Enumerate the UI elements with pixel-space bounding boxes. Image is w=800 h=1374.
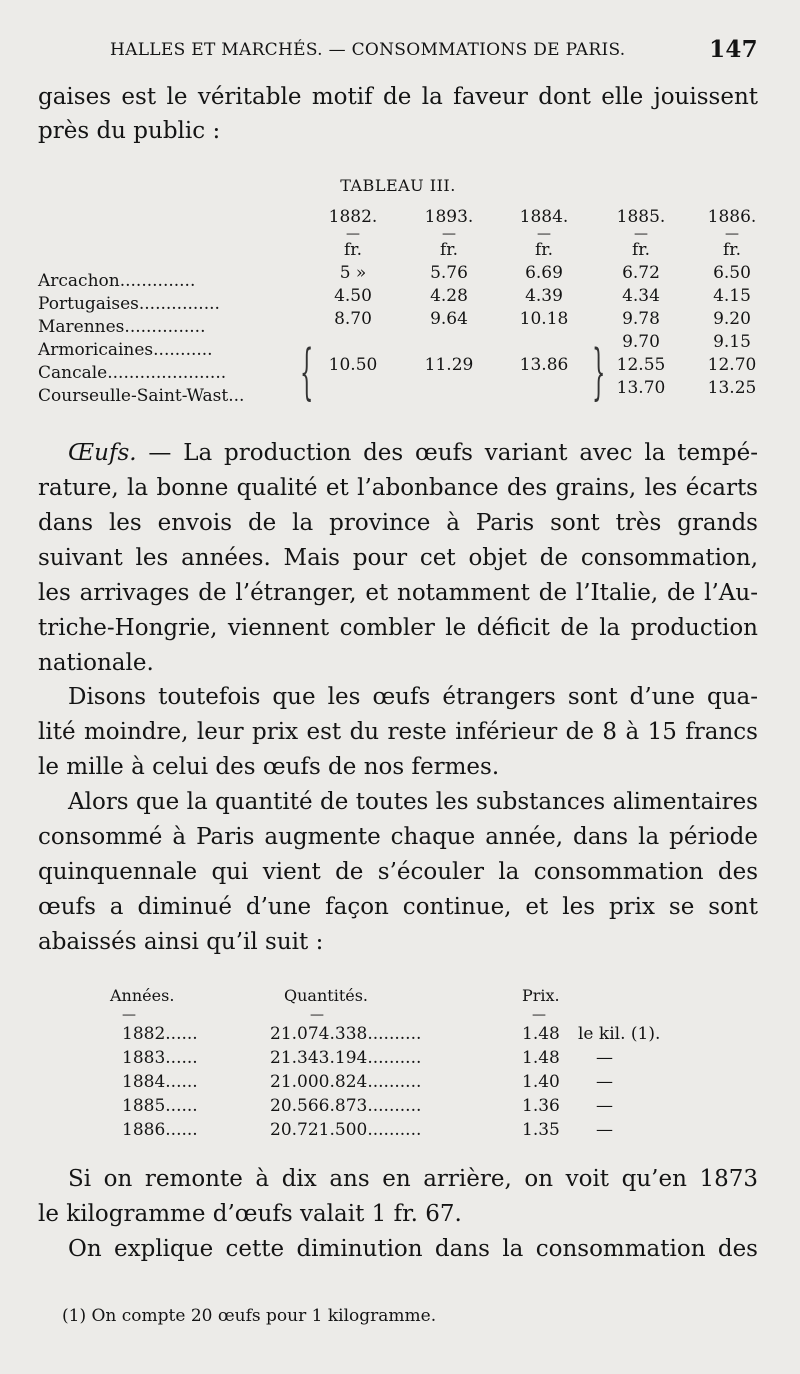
year-header: 1884. [519, 207, 569, 227]
rule-dash: — [725, 226, 739, 242]
value-cell: 4.34 [622, 286, 660, 306]
price-cell: 1.36 [522, 1096, 560, 1116]
value-cell: 8.70 [334, 309, 372, 329]
price-note: le kil. (1). [578, 1024, 661, 1044]
oeufs-first-line-text: — La production des œufs variant avec la tempé- [148, 440, 758, 466]
year-header: 1893. [424, 207, 474, 227]
quantity-cell: 21.343.194.......... [270, 1048, 422, 1068]
col-1893 [414, 206, 484, 377]
text-line: le mille à celui des œufs de nos fermes. [38, 754, 500, 780]
price-cell: 1.48 [522, 1048, 560, 1068]
row-name: Marennes............... [38, 317, 206, 337]
rule-dash: — [532, 1007, 546, 1023]
price-note: — [596, 1072, 613, 1092]
value-cell: 5 » [339, 263, 367, 283]
value-cell: 9.64 [430, 309, 468, 329]
year-cell: 1885...... [122, 1096, 198, 1116]
years-column [122, 1022, 198, 1142]
running-header [110, 36, 758, 63]
quantity-cell: 20.721.500.......... [270, 1120, 422, 1140]
header-prix: Prix. [522, 986, 560, 1005]
text-line: les arrivages de l’étranger, et notamment de l’Italie, de l’Au- [38, 580, 758, 606]
price-note: — [596, 1120, 613, 1140]
tableau-title: TABLEAU III. [340, 176, 456, 195]
rule-dash: — [346, 226, 360, 242]
text-line: Si on remonte à dix ans en arrière, on voit qu’en 1873 [68, 1166, 758, 1192]
value-cell: 12.70 [707, 355, 757, 375]
value-cell: 6.50 [713, 263, 751, 283]
unit-label: fr. [632, 240, 650, 260]
text-line: triche-Hongrie, viennent combler le déficit de la production [38, 615, 758, 641]
value-cell: 11.29 [424, 355, 474, 375]
text-line: consommé à Paris augmente chaque année, dans la période [38, 824, 758, 850]
col-1884 [508, 206, 580, 377]
year-cell: 1883...... [122, 1048, 198, 1068]
prices-column [522, 1022, 560, 1142]
value-cell: 5.76 [430, 263, 468, 283]
col-1886 [698, 206, 766, 400]
row-name: Portugaises............... [38, 294, 220, 314]
value-cell: 9.78 [622, 309, 660, 329]
text-line: quinquennale qui vient de s’écouler la consommation des [38, 859, 758, 885]
text-line: nationale. [38, 650, 154, 676]
header-quantites: Quantités. [284, 986, 369, 1005]
notes-column [578, 1022, 660, 1142]
value-cell: 13.70 [616, 378, 666, 398]
brace-left: { [300, 337, 314, 407]
text-line: dans les envois de la province à Paris sont très grands [38, 510, 758, 536]
year-cell: 1886...... [122, 1120, 198, 1140]
row-name: Armoricaines........... [38, 340, 213, 360]
header-annees: Années. [110, 986, 175, 1005]
rule-dash: — [537, 226, 551, 242]
value-cell: 4.15 [713, 286, 751, 306]
rule-dash: — [310, 1007, 324, 1023]
value-cell: 10.18 [519, 309, 569, 329]
price-note: — [596, 1048, 613, 1068]
quantity-cell: 21.074.338.......... [270, 1024, 422, 1044]
price-cell: 1.40 [522, 1072, 560, 1092]
text-line: Alors que la quantité de toutes les substances alimentaires [68, 789, 758, 815]
tableau-row-names [38, 270, 244, 408]
value-cell: 4.28 [430, 286, 468, 306]
text-line: On explique cette diminution dans la consommation des [68, 1236, 758, 1262]
value-cell: 6.69 [525, 263, 563, 283]
rule-dash: — [442, 226, 456, 242]
value-cell: 4.39 [525, 286, 563, 306]
brace-right: } [592, 337, 606, 407]
row-name: Courseulle-Saint-Wast... [38, 386, 245, 406]
intro-line-1: gaises est le véritable motif de la faveur dont elle jouissent [38, 84, 758, 110]
unit-label: fr. [535, 240, 553, 260]
intro-line-2: près du public : [38, 118, 221, 144]
section-heading-oeufs: Œufs. [68, 440, 137, 466]
text-line: lité moindre, leur prix est du reste inférieur de 8 à 15 francs [38, 719, 758, 745]
text-line: suivant les années. Mais pour cet objet de consommation, [38, 545, 758, 571]
year-header: 1885. [616, 207, 666, 227]
price-cell: 1.35 [522, 1120, 560, 1140]
quantities-column [270, 1022, 421, 1142]
quantity-cell: 21.000.824.......... [270, 1072, 422, 1092]
value-cell: 12.55 [616, 355, 666, 375]
price-cell: 1.48 [522, 1024, 560, 1044]
text-line: abaissés ainsi qu’il suit : [38, 929, 324, 955]
text-line: rature, la bonne qualité et l’abonbance des grains, les écarts [38, 475, 758, 501]
unit-label: fr. [440, 240, 458, 260]
year-header: 1882. [328, 207, 378, 227]
col-1885 [606, 206, 676, 400]
text-line: œufs a diminué d’une façon continue, et les prix se sont [38, 894, 758, 920]
rule-dash: — [634, 226, 648, 242]
unit-label: fr. [344, 240, 362, 260]
year-cell: 1882...... [122, 1024, 198, 1044]
running-title: HALLES ET MARCHÉS. — CONSOMMATIONS DE PARIS. [110, 40, 626, 60]
text-line: Disons toutefois que les œufs étrangers sont d’une qua- [68, 684, 758, 710]
value-cell: 9.20 [713, 309, 751, 329]
value-cell: 10.50 [328, 355, 378, 375]
value-cell: 13.25 [707, 378, 757, 398]
text-line: le kilogramme d’œufs valait 1 fr. 67. [38, 1201, 462, 1227]
oeufs-line-1 [68, 436, 758, 471]
price-note: — [596, 1096, 613, 1116]
quantity-cell: 20.566.873.......... [270, 1096, 422, 1116]
value-cell: 13.86 [519, 355, 569, 375]
unit-label: fr. [723, 240, 741, 260]
footnote: (1) On compte 20 œufs pour 1 kilogramme. [62, 1306, 437, 1326]
value-cell: 9.15 [713, 332, 751, 352]
value-cell: 4.50 [334, 286, 372, 306]
value-cell: 6.72 [622, 263, 660, 283]
col-1882 [318, 206, 388, 377]
year-header: 1886. [707, 207, 757, 227]
page-number: 147 [709, 36, 758, 63]
rule-dash: — [122, 1007, 136, 1023]
row-name: Arcachon.............. [38, 271, 196, 291]
row-name: Cancale...................... [38, 363, 227, 383]
year-cell: 1884...... [122, 1072, 198, 1092]
value-cell: 9.70 [622, 332, 660, 352]
